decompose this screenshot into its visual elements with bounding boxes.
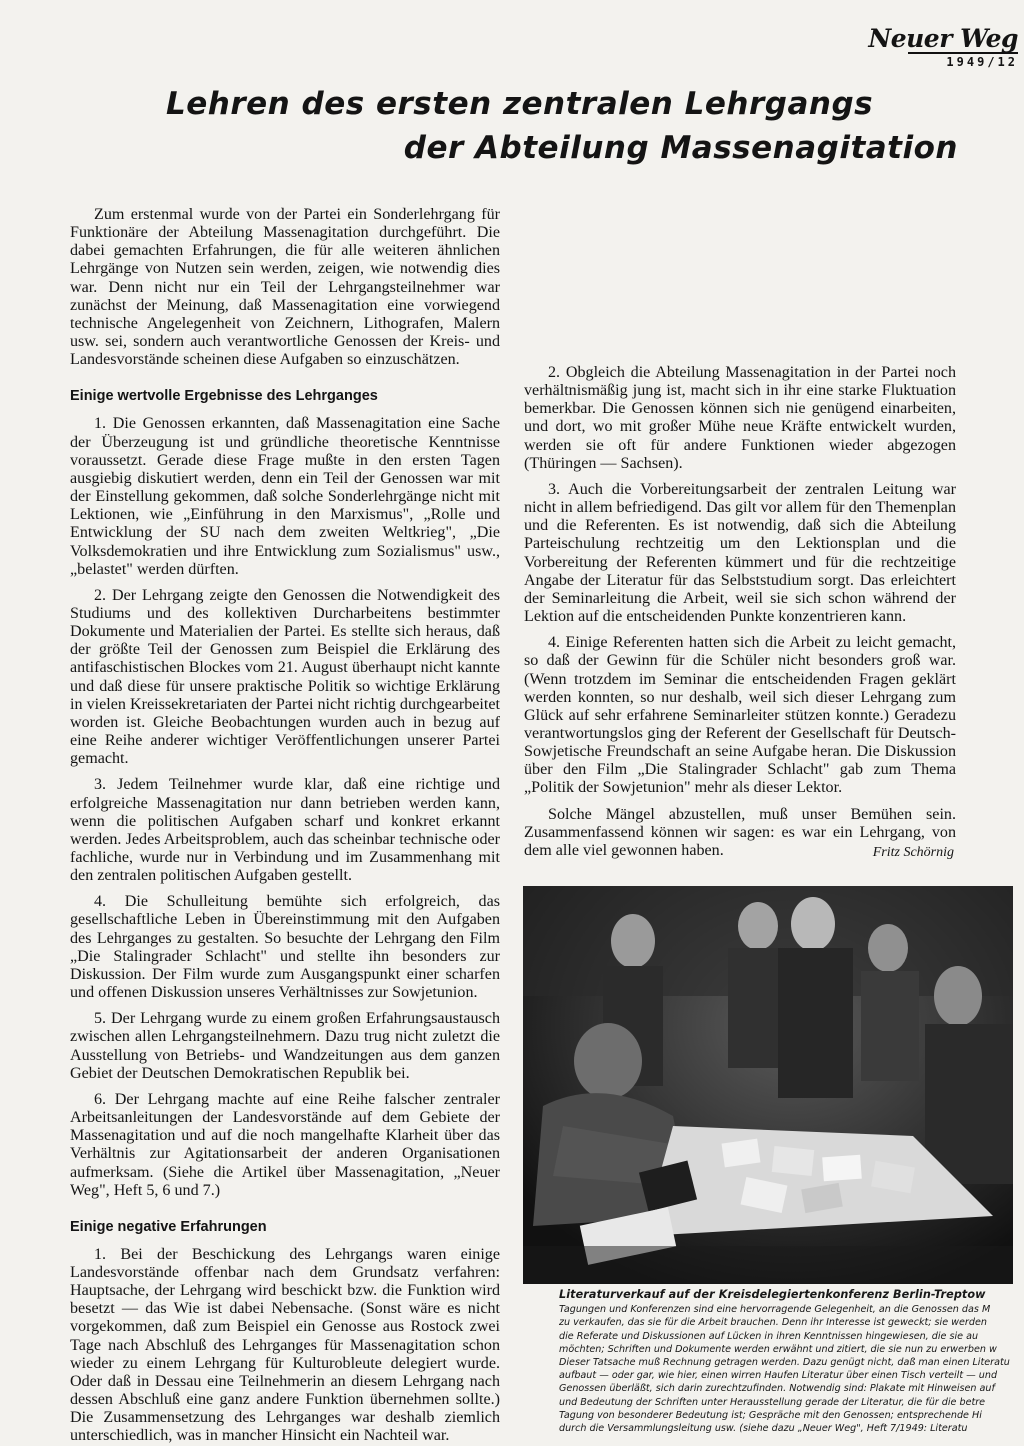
intro-paragraph: Zum erstenmal wurde von der Partei ein Sonderlehrgang für Funktionäre der Abteilung Massenagitation durchgeführt. Die dabei gemachten Erfahrungen, die für alle weiteren ähnlichen Lehrgänge von Nutzen sein werden, zeigen, wie notwendig dies war. Denn nicht nur ein Teil der Lehrgangsteilnehmer war zunächst der Meinung, daß Massenagitation eine vorwiegend technische Angelegenheit von Zeichnern, Lithografen, Malern usw. sei, sondern auch verantwortliche Genossen der Kreis- und Landesvorstände scheinen diese Aufgaben so einzuschätzen.: [70, 206, 500, 369]
paragraph-result-6: 6. Der Lehrgang machte auf eine Reihe falscher zentraler Arbeitsanleitungen der Landesvorstände auf dem Gebiete der Massenagitation und auf die noch mangelhafte Klarheit über das Verhältnis zur Agitationsarbeit der anderen Organisationen aufmerksam. (Siehe die Artikel über Massenagitation, „Neuer Weg", Heft 5, 6 und 7.): [70, 1090, 500, 1199]
closing-paragraph: Solche Mängel abzustellen, muß unser Bemühen sein. Zusammenfassend können wir sagen: es war ein Lehrgang, von dem alle viel gewonnen haben.: [524, 805, 956, 859]
paragraph-result-1: 1. Die Genossen erkannten, daß Massenagitation eine Sache der Überzeugung ist und gründliche theoretische Kenntnisse voraussetzt. Gerade diese Frage mußte in den ersten Tagen ausgiebig diskutiert werden, denn ein Teil der Genossen war mit der Einstellung gekommen, daß solche Sonderlehrgänge nicht mit Lektionen, wie „Einführung in den Marxismus", „Rolle und Entwicklung der SU nach dem zweiten Weltkrieg", „Die Volksdemokratien und ihre Entwicklung zum Sozialismus" usw., „belastet" werden dürften.: [70, 415, 500, 578]
article-column-left: [70, 206, 500, 1446]
paragraph-result-5: 5. Der Lehrgang wurde zu einem großen Erfahrungsaustausch zwischen allen Lehrgangsteilnehmern. Dazu trug nicht zuletzt die Ausstellung von Betriebs- und Wandzeitungen aus dem ganzen Gebiet der Deutschen Demokratischen Republik bei.: [70, 1010, 500, 1082]
caption-line: und Bedeutung der Schriften unter Herausstellung gerade der Literatur, die für die betre: [559, 1396, 986, 1408]
caption-title: Literaturverkauf auf der Kreisdelegiertenkonferenz Berlin-Treptow: [559, 1288, 986, 1301]
paragraph-result-4: 4. Die Schulleitung bemühte sich erfolgreich, das gesellschaftliche Leben in Übereinstimmung mit den Aufgaben des Lehrganges zu gestalten. So besuchte der Lehrgang den Film „Die Stalingrader Schlacht" und stellte ihn besonders zur Diskussion. Der Film wurde zum Ausgangspunkt einer scharfen und offenen Diskussion unseres Verhältnisses zur Sowjetunion.: [70, 893, 500, 1002]
paragraph-result-3: 3. Jedem Teilnehmer wurde klar, daß eine richtige und erfolgreiche Massenagitation nur dann betrieben werden kann, wenn die politischen Aufgaben scharf und konkret erkannt werden. Jedes Arbeitsproblem, auch das scheinbar technische oder fachliche, wurde nur in Verbindung und im Zusammenhang mit den zentralen politischen Aufgaben gestellt.: [70, 776, 500, 885]
photo-image: [523, 886, 1013, 1284]
caption-line: durch die Versammlungsleitung usw. (siehe dazu „Neuer Weg", Heft 7/1949: Literatu: [559, 1423, 968, 1435]
paragraph-negative-3: 3. Auch die Vorbereitungsarbeit der zentralen Leitung war nicht in allem befriedigend. Das gilt vor allem für den Themenplan und die Referenten. Es ist notwendig, daß sich die Abteilung Parteischulung rechtzeitig um den Lektionsplan und die Vorbereitung der Referenten kümmert und für die rechtzeitige Angabe der Literatur für das Selbststudium sorgt. Das erleichtert der Seminarleitung die Arbeit, weil sie sich schon während der Lektion auf die entscheidenden Punkte konzentrieren kann.: [524, 480, 956, 626]
caption-line: Tagungen und Konferenzen sind eine hervorragende Gelegenheit, an die Genossen das M: [559, 1304, 991, 1316]
author-signature: Fritz Schörnig: [872, 845, 954, 861]
masthead: [868, 26, 1018, 69]
caption-line: Dieser Tatsache muß Rechnung getragen werden. Dazu genügt nicht, daß man einen Literatu: [559, 1357, 1010, 1369]
caption-line: möchten; Schriften und Dokumente werden erwähnt und zitiert, die sie nun zu erwerben w: [559, 1343, 997, 1355]
masthead-title: Neuer Weg: [868, 24, 1018, 53]
photo-literature-sale: [523, 886, 1013, 1284]
section-heading-results: Einige wertvolle Ergebnisse des Lehrganges: [70, 388, 378, 405]
section-heading-negative: Einige negative Erfahrungen: [70, 1218, 267, 1235]
headline-line-1: Lehren des ersten zentralen Lehrgangs: [166, 86, 874, 122]
caption-line: Genossen überläßt, sich darin zurechtzufinden. Notwendig sind: Plakate mit Hinweisen auf: [559, 1383, 995, 1395]
article-headline: [110, 82, 962, 170]
caption-line: die Referate und Diskussionen auf Lücken in ihren Kenntnissen hingewiesen, die sie au: [559, 1330, 979, 1342]
caption-line: Tagung von besonderer Bedeutung ist; Gespräche mit den Genossen; entsprechende Hi: [559, 1409, 982, 1421]
article-column-right: [524, 206, 956, 862]
paragraph-negative-1: 1. Bei der Beschickung des Lehrgangs waren einige Landesvorstände offenbar nach dem Grundsatz verfahren: Hauptsache, der Lehrgang wird beschickt bzw. die Funktion wird besetzt — das Wie ist dabei Nebensache. (Sonst wäre es nicht vorgekommen, daß zum Beispiel ein Genosse aus Rostock zwei Tage nach Abschluß des Lehrganges für Massenagitation schon wieder zu einem Lehrgang für Kulturobleute delegiert wurde. Oder daß in Dessau eine Teilnehmerin an diesem Lehrgang nach dessen Abschluß eine ganz andere Funktion übernehmen sollte.) Die Zusammensetzung des Lehrganges war deshalb ziemlich unterschiedlich, was in mancher Hinsicht ein Nachteil war.: [70, 1245, 500, 1445]
caption-line: zu verkaufen, das sie für die Arbeit brauchen. Denn ihr Interesse ist geweckt; sie werden: [559, 1317, 987, 1329]
paragraph-negative-2: 2. Obgleich die Abteilung Massenagitation in der Partei noch verhältnismäßig jung ist, macht sich in ihr eine starke Fluktuation bemerkbar. Die Genossen können sich nie genügend einarbeiten, und dort, wo mit großer Mühe neue Kräfte entwickelt wurden, werden sie oft für andere Funktionen wieder abgezogen (Thüringen — Sachsen).: [524, 364, 956, 472]
paragraph-negative-4: 4. Einige Referenten hatten sich die Arbeit zu leicht gemacht, so daß der Gewinn für die Schüler nicht besonders groß war. (Wenn trotzdem im Seminar die entscheidenden Fragen geklärt werden konnten, so nur deshalb, weil sich dieser Lehrgang zum Glück auf sehr erfahrene Seminarleiter stützen konnte.) Geradezu verantwortungslos ging der Referent der Gesellschaft für Deutsch-Sowjetische Freundschaft an seine Aufgabe heran. Die Diskussion über den Film „Die Stalingrader Schlacht" gab zum Thema „Politik der Sowjetunion" mehr als dieser Lektor.: [524, 634, 956, 797]
paragraph-result-2: 2. Der Lehrgang zeigte den Genossen die Notwendigkeit des Studiums und des kollektiven Durcharbeitens bestimmter Dokumente und Materialien der Partei. Es stellte sich heraus, daß der größte Teil der Genossen zum Beispiel die Erklärung des antifaschistischen Blockes vom 21. August überhaupt nicht kannte und daß diese für unsere praktische Politik so wichtige Erklärung in vielen Kreissekretariaten der Partei nicht richtig durchgearbeitet worden ist. Gleiche Beobachtungen wurden auch in bezug auf eine Reihe anderer wichtiger Veröffentlichungen unserer Partei gemacht.: [70, 586, 500, 768]
caption-line: aufbaut — oder gar, wie hier, einen wirren Haufen Literatur über einen Tisch verteilt — und: [559, 1370, 998, 1382]
headline-line-2: der Abteilung Massenagitation: [403, 130, 958, 166]
photo-caption: [559, 1288, 1024, 1435]
issue-number: 1949/12: [908, 52, 1018, 69]
